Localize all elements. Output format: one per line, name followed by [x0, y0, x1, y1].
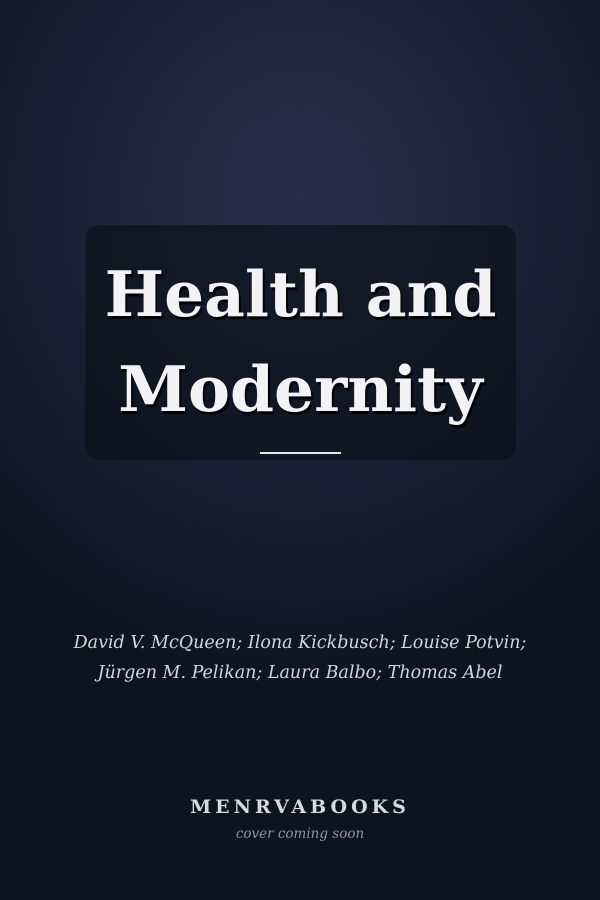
publisher-name: MENRVABOOKS	[190, 796, 410, 818]
title-panel	[85, 225, 516, 460]
author-list	[0, 628, 600, 688]
book-title-line-1: Health and	[104, 257, 497, 331]
book-title	[85, 247, 516, 437]
author-line-1: David V. McQueen; Ilona Kickbusch; Louise Potvin;	[73, 633, 527, 653]
title-divider	[260, 452, 341, 454]
book-title-line-2: Modernity	[118, 352, 483, 426]
author-line-2: Jürgen M. Pelikan; Laura Balbo; Thomas Abel	[97, 663, 503, 683]
cover-tagline: cover coming soon	[235, 826, 365, 842]
